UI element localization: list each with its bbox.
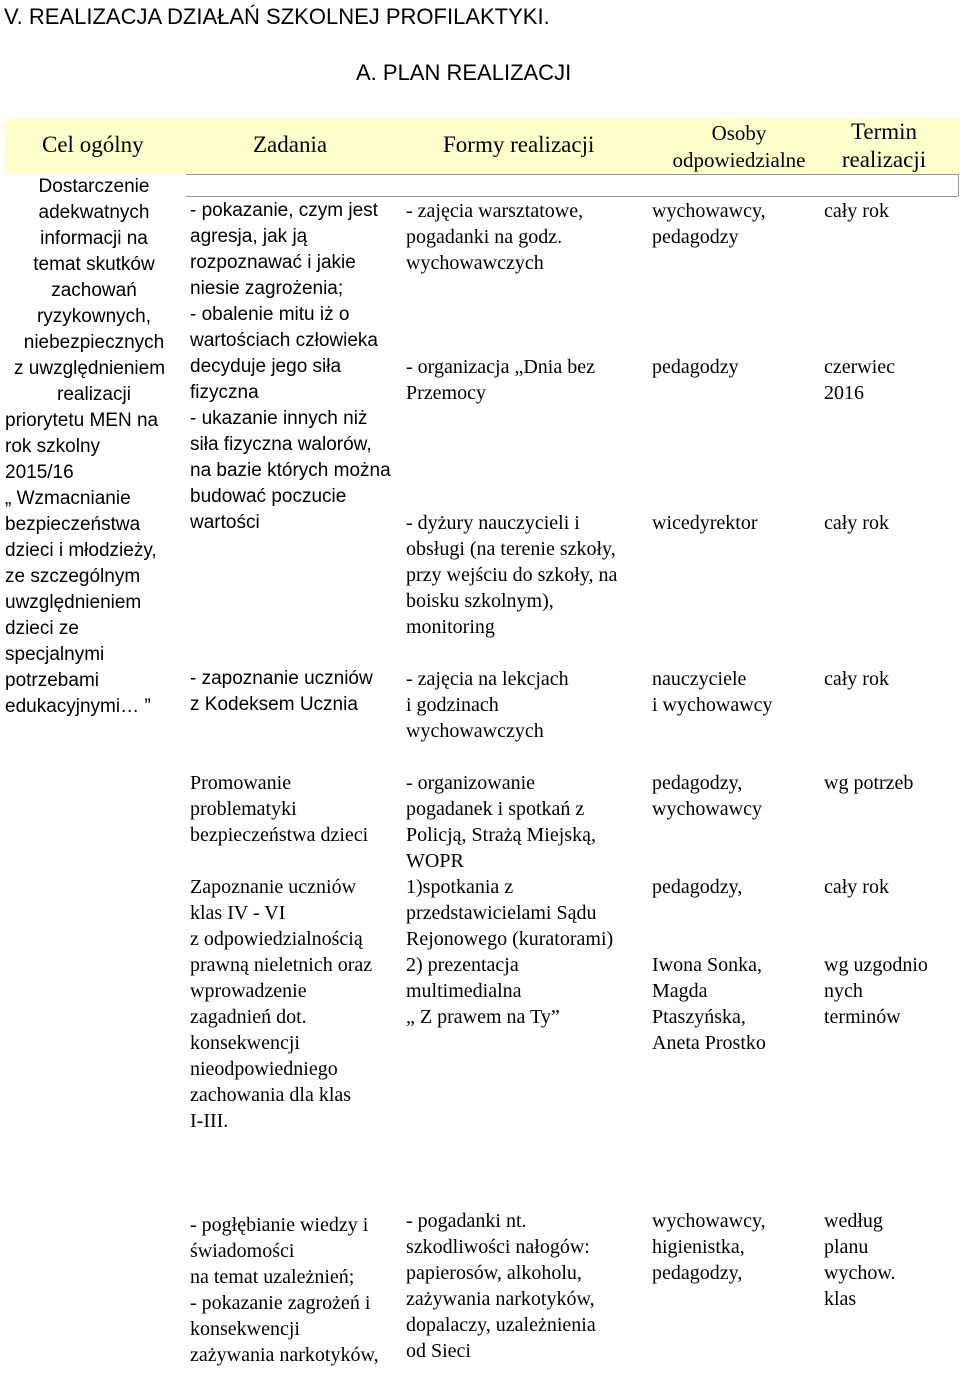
termin-cell: według planu wychow. klas bbox=[824, 1210, 896, 1310]
header-formy: Formy realizacji bbox=[443, 132, 595, 157]
zadania-cell: - zapoznanie uczniów z Kodeksem Ucznia bbox=[190, 668, 373, 715]
termin-cell: wg uzgodnio nych terminów bbox=[824, 954, 928, 1028]
osoby-cell: wicedyrektor bbox=[652, 512, 758, 534]
termin-cell: cały rok bbox=[824, 512, 889, 534]
section-title: V. REALIZACJA DZIAŁAŃ SZKOLNEJ PROFILAKTYKI. bbox=[4, 4, 550, 29]
formy-cell: - zajęcia na lekcjach i godzinach wychowawczych bbox=[406, 668, 569, 742]
row-divider bbox=[186, 196, 958, 197]
formy-cell: - dyżury nauczycieli i obsługi (na terenie szkoły, przy wejściu do szkoły, na boisku szkolnym), monitoring bbox=[406, 512, 618, 638]
osoby-cell: wychowawcy, pedagodzy bbox=[652, 200, 766, 248]
cel-ogolny-text: priorytetu MEN na rok szkolny 2015/16 „ Wzmacnianie bezpieczeństwa dzieci i młodzieży, ze szczególnym uwzględnieniem dzieci ze specjalnymi potrzebami edukacyjnymi… ” bbox=[5, 410, 159, 717]
termin-cell: czerwiec 2016 bbox=[824, 356, 896, 404]
formy-cell: - zajęcia warsztatowe, pogadanki na godz. wychowawczych bbox=[406, 200, 584, 274]
osoby-cell: Iwona Sonka, Magda Ptaszyńska, Aneta Prostko bbox=[652, 954, 766, 1054]
cel-ogolny-heading: Dostarczenie adekwatnych informacji na temat skutków zachowań ryzykownych, niebezpiecznych bbox=[23, 176, 165, 353]
osoby-cell: pedagodzy, wychowawcy bbox=[652, 772, 762, 820]
header-cel: Cel ogólny bbox=[42, 132, 144, 157]
osoby-cell: nauczyciele i wychowawcy bbox=[652, 668, 773, 716]
zadania-cell: - pogłębianie wiedzy i świadomości na temat uzależnień; - pokazanie zagrożeń i konsekwencji zażywania narkotyków, bbox=[190, 1214, 379, 1366]
cel-ogolny-line: z uwzględnieniem bbox=[14, 358, 166, 379]
header-divider bbox=[186, 174, 958, 175]
cel-ogolny-line: realizacji bbox=[57, 384, 131, 405]
header-termin: Termin realizacji bbox=[841, 119, 927, 172]
plan-subtitle: A. PLAN REALIZACJI bbox=[356, 60, 572, 85]
termin-cell: cały rok bbox=[824, 200, 889, 222]
termin-cell: wg potrzeb bbox=[824, 772, 914, 794]
header-right-border bbox=[958, 174, 959, 196]
header-osoby: Osoby odpowiedzialne bbox=[672, 121, 806, 172]
termin-cell: cały rok bbox=[824, 876, 889, 898]
header-zadania: Zadania bbox=[253, 132, 328, 157]
formy-cell: - organizowanie pogadanek i spotkań z Policją, Strażą Miejską, WOPR 1)spotkania z przedstawicielami Sądu Rejonowego (kuratorami) 2) prezentacja multimedialna „ Z prawem na Ty” bbox=[406, 772, 614, 1028]
osoby-cell: pedagodzy, bbox=[652, 876, 743, 898]
zadania-cell: - pokazanie, czym jest agresja, jak ją rozpoznawać i jakie niesie zagrożenia; - obalenie mitu iż o wartościach człowieka decyduje jego siła fizyczna - ukazanie innych niż siła fizyczna walorów, na bazie których można budować poczucie wartości bbox=[190, 200, 391, 533]
zadania-cell: Zapoznanie uczniów klas IV - VI z odpowiedzialnością prawną nieletnich oraz wprowadzenie zagadnień dot. konsekwencji nieodpowiedniego zachowania dla klas I-III. bbox=[190, 876, 373, 1132]
osoby-cell: pedagodzy bbox=[652, 356, 739, 378]
zadania-cell: Promowanie problematyki bezpieczeństwa dzieci bbox=[190, 772, 369, 846]
formy-cell: - organizacja „Dnia bez Przemocy bbox=[406, 356, 595, 404]
osoby-cell: wychowawcy, higienistka, pedagodzy, bbox=[652, 1210, 766, 1284]
formy-cell: - pogadanki nt. szkodliwości nałogów: papierosów, alkoholu, zażywania narkotyków, dopalaczy, uzależnienia od Sieci bbox=[406, 1210, 596, 1362]
termin-cell: cały rok bbox=[824, 668, 889, 690]
